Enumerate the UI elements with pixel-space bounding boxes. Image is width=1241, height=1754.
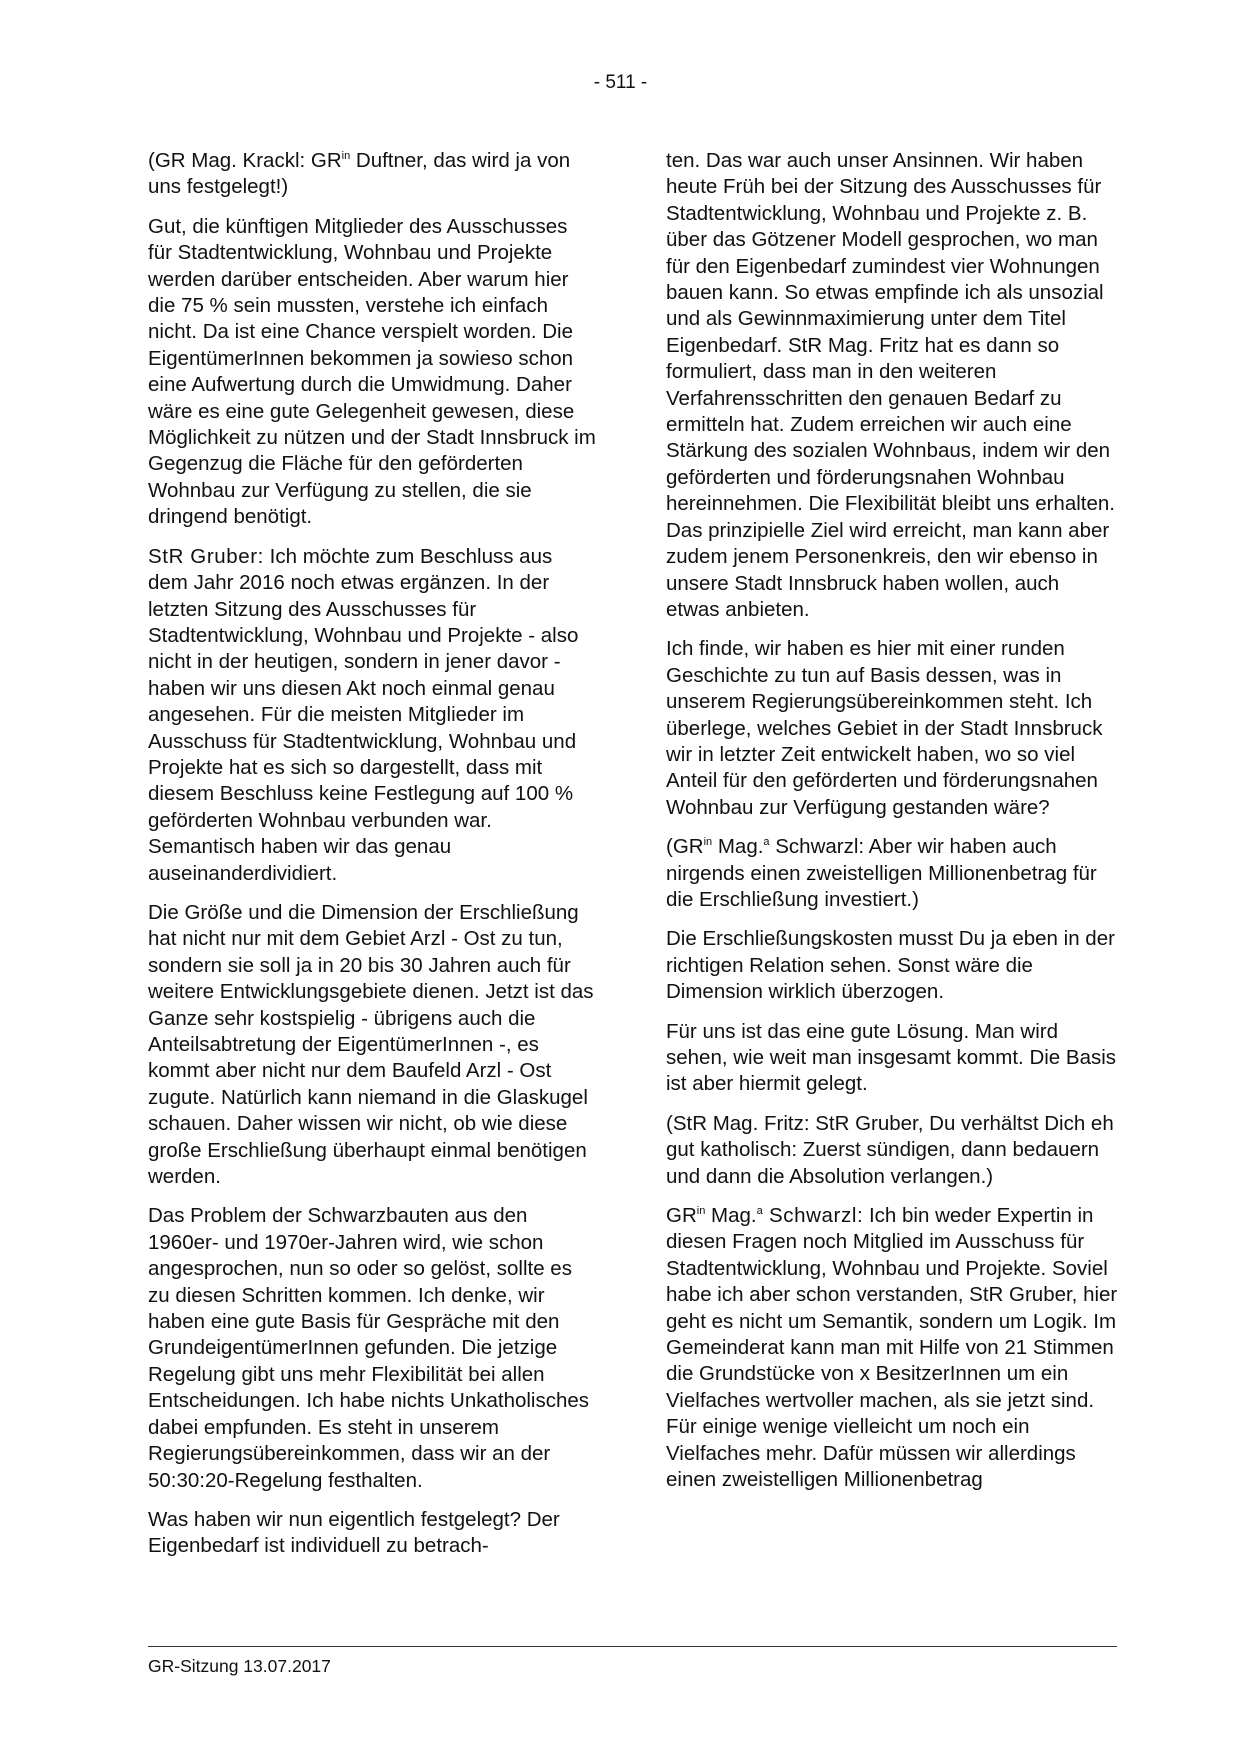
paragraph: Was haben wir nun eigentlich festgelegt? Der Eigenbedarf ist individuell zu betrach- <box>148 1507 560 1558</box>
right-column <box>666 148 1118 1507</box>
paragraph: Gut, die künftigen Mitglieder des Ausschusses für Stadtentwicklung, Wohnbau und Projekte werden darüber entscheiden. Aber warum hier die 75 % sein mussten, verstehe ich einfach nicht. Da ist eine Chance verspielt worden. Die EigentümerInnen bekommen ja sowieso schon eine Aufwertung durch die Umwidmung. Daher wäre es eine gute Gelegenheit gewesen, diese Möglichkeit zu nützen und der Stadt Innsbruck im Gegenzug die Fläche für den geförderten Wohnbau zur Verfügung zu stellen, die sie dringend benötigt. <box>148 214 596 529</box>
paragraph-interjection-fritz: (StR Mag. Fritz: StR Gruber, Du verhältst Dich eh gut katholisch: Zuerst sündigen, dann bedauern und dann die Absolution verlangen.) <box>666 1111 1114 1188</box>
footer-divider <box>148 1646 1117 1647</box>
paragraph: Die Größe und die Dimension der Erschließung hat nicht nur mit dem Gebiet Arzl - Ost zu tun, sondern sie soll ja in 20 bis 30 Jahren auch für weitere Entwicklungsgebiete dienen. Jetzt ist das Ganze sehr kostspielig - übrigens auch die Anteilsabtretung der EigentümerInnen -, es kommt aber nicht nur dem Baufeld Arzl - Ost zugute. Natürlich kann niemand in die Glaskugel schauen. Daher wissen wir nicht, ob wie diese große Erschließung überhaupt einmal benötigen werden. <box>148 900 594 1189</box>
paragraph: Ich finde, wir haben es hier mit einer runden Geschichte zu tun auf Basis dessen, was in unserem Regierungsübereinkommen steht. Ich überlege, welches Gebiet in der Stadt Innsbruck wir in letzter Zeit entwickelt haben, wo so viel Anteil für den geförderten und förderungsnahen Wohnbau zur Verfügung gestanden wäre? <box>666 637 1103 819</box>
paragraph-interjection-krackl: (GR Mag. Krackl: $GR^{in}$ Duftner, das wird ja von uns festgelegt!) <box>148 149 571 199</box>
footer-session-date: GR-Sitzung 13.07.2017 <box>148 1656 331 1676</box>
paragraph: Das Problem der Schwarzbauten aus den 1960er- und 1970er-Jahren wird, wie schon angesprochen, nun so oder so gelöst, sollte es zu diesen Schritten kommen. Ich denke, wir haben eine gute Basis für Gespräche mit den GrundeigentümerInnen gefunden. Die jetzige Regelung gibt uns mehr Flexibilität bei allen Entscheidungen. Ich habe nichts Unkatholisches dabei empfunden. Es steht in unserem Regierungsübereinkommen, dass wir an der 50:30:20-Regelung festhalten. <box>148 1204 590 1492</box>
paragraph-interjection-schwarzl: ($GR^{in}$ Mag.$^a$ Schwarzl: Aber wir haben auch nirgends einen zweistelligen Millionenbetrag für die Erschließung investiert.) <box>666 835 1097 911</box>
paragraph-speech-gruber: StR Gruber: Ich möchte zum Beschluss aus dem Jahr 2016 noch etwas ergänzen. In der letzten Sitzung des Ausschusses für Stadtentwicklung, Wohnbau und Projekte - also nicht in der heutigen, sondern in jener davor - haben wir uns diesen Akt noch einmal genau angesehen. Für die meisten Mitglieder im Ausschuss für Stadtentwicklung, Wohnbau und Projekte hat es sich so dargestellt, dass mit diesem Beschluss keine Festlegung auf 100 % geförderten Wohnbau verbunden war. Semantisch haben wir das genau auseinanderdividiert. <box>148 544 579 885</box>
paragraph: Die Erschließungskosten musst Du ja eben in der richtigen Relation sehen. Sonst wäre die Dimension wirklich überzogen. <box>666 927 1115 1004</box>
left-column <box>148 148 596 1573</box>
speaker-name: StR Gruber: <box>148 544 264 568</box>
page-number: - 511 - <box>593 72 648 93</box>
speaker-name: Schwarzl: <box>762 1204 864 1228</box>
paragraph: ten. Das war auch unser Ansinnen. Wir haben heute Früh bei der Sitzung des Ausschusses für Stadtentwicklung, Wohnbau und Projekte z. B. über das Götzener Modell gesprochen, wo man für den Eigenbedarf zumindest vier Wohnungen bauen kann. So etwas empfinde ich als unsozial und als Gewinnmaximierung unter dem Titel Eigenbedarf. StR Mag. Fritz hat es dann so formuliert, dass man in den weiteren Verfahrensschritten den genauen Bedarf zu ermitteln hat. Zudem erreichen wir auch eine Stärkung des sozialen Wohnbaus, indem wir den geförderten und förderungsnahen Wohnbau hereinnehmen. Die Flexibilität bleibt uns erhalten. Das prinzipielle Ziel wird erreicht, man kann aber zudem jenem Personenkreis, den wir ebenso in unsere Stadt Innsbruck haben wollen, auch etwas anbieten. <box>666 149 1115 621</box>
paragraph: Für uns ist das eine gute Lösung. Man wird sehen, wie weit man insgesamt kommt. Die Basis ist aber hiermit gelegt. <box>666 1019 1117 1096</box>
paragraph-speech-schwarzl: $GR^{in}$ Mag.$^a$ Schwarzl: Ich bin weder Expertin in diesen Fragen noch Mitglied im Ausschuss für Stadtentwicklung, Wohnbau und Projekte. Soviel habe ich aber schon verstanden, StR Gruber, hier geht es nicht um Semantik, sondern um Logik. Im Gemeinderat kann man mit Hilfe von 21 Stimmen die Grundstücke von x BesitzerInnen um ein Vielfaches wertvoller machen, als sie jetzt sind. Für einige wenige vielleicht um noch ein Vielfaches mehr. Dafür müssen wir allerdings einen zweistelligen Millionenbetrag <box>666 1204 1118 1492</box>
